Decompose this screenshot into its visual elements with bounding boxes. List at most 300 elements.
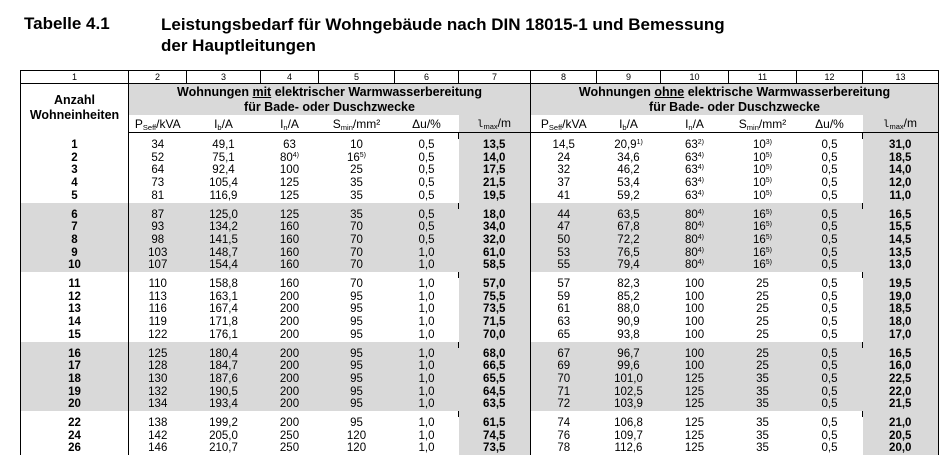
row-power: 122 [129,329,187,342]
row-operating-current-without: 103,9 [597,398,661,411]
table-caption-title-line1: Leistungsbedarf für Wohngebäude nach DIN 18015-1 und Bemessung [161,15,725,34]
row-operating-current: 210,7 [209,442,238,455]
footnote-marker: 5) [765,151,773,159]
row-operating-current: 190,5 [187,386,261,399]
row-voltage-drop-without: 0,5 [821,139,838,151]
footnote-marker: 5) [765,189,773,197]
row-cross-section: 95 [350,417,363,430]
footnote-marker: 2) [697,139,705,146]
row-unit-count: 8 [21,234,129,247]
row-voltage-drop: 1,0 [418,442,435,455]
row-operating-current-without: 46,2 [617,164,640,177]
row-cross-section-without: 35 [729,373,797,386]
table-row [21,164,939,177]
row-max-length-without: 21,5 [863,398,939,411]
table-row [21,291,939,304]
group-header-with-electric-water [129,84,531,116]
row-cross-section: 35 [319,209,395,222]
row-max-length: 73,5 [459,303,531,316]
row-max-length: 21,5 [459,177,531,190]
row-nominal-current: 160 [261,234,319,247]
row-max-length-without: 18,0 [863,316,939,329]
row-operating-current: 205,0 [209,429,238,442]
row-nominal-current: 160 [279,278,300,291]
row-cross-section: 95 [319,398,395,411]
row-cross-section: 70 [319,247,395,260]
row-operating-current: 49,1 [212,139,235,151]
row-voltage-drop-without: 0,5 [821,328,838,341]
row-voltage-drop-without: 0,5 [821,151,838,164]
row-power: 138 [129,417,187,430]
row-unit-count: 19 [21,386,129,399]
table-row [21,139,939,152]
row-operating-current: 116,9 [209,189,238,202]
col-header-cross-section: $S_{min}$/mm² [729,115,797,133]
column-number: 13 [863,71,939,84]
row-nominal-current-without: 80$^{4)}$ [661,259,729,272]
row-power-without: 72 [531,398,597,411]
row-power-without: 14,5 [531,139,597,152]
table-body [21,71,939,456]
row-cross-section-without: 16$^{5)}$ [729,234,797,247]
row-nominal-current-without: 100 [684,328,705,341]
row-operating-current: 134,2 [187,221,261,234]
row-power: 107 [129,259,187,272]
row-voltage-drop: 0,5 [418,139,435,151]
row-operating-current-without: 106,8 [614,417,643,430]
row-cross-section-without: 25 [756,278,769,291]
row-voltage-drop-without: 0,5 [797,398,863,411]
row-voltage-drop-without: 0,5 [797,247,863,260]
row-power: 134 [129,398,187,411]
row-unit-count: 18 [21,373,129,386]
row-voltage-drop: 1,0 [395,360,459,373]
row-power-without: 50 [531,234,597,247]
footnote-marker: 4) [697,259,705,267]
footnote-marker: 5) [765,177,773,185]
row-operating-current-without: 109,7 [614,429,643,442]
row-power-without: 37 [531,177,597,190]
group-header-row [21,84,939,116]
row-nominal-current-without: 80$^{4)}$ [661,209,729,222]
column-number: 1 [21,71,129,84]
row-power-without: 24 [531,152,597,165]
row-power: 128 [129,360,187,373]
row-max-length: 66,5 [459,360,531,373]
row-max-length-without: 11,0 [863,190,939,203]
row-nominal-current: 160 [261,259,319,272]
row-nominal-current-without: 100 [684,278,705,291]
row-operating-current: 184,7 [187,360,261,373]
table-row [21,209,939,222]
row-max-length: 61,5 [459,417,531,430]
row-cross-section-without: 16$^{5)}$ [729,247,797,260]
row-max-length-without: 14,5 [863,234,939,247]
row-voltage-drop: 1,0 [418,303,435,316]
row-max-length-without: 16,5 [863,209,939,222]
row-nominal-current: 63 [283,139,296,151]
column-number: 10 [661,71,729,84]
row-unit-count: 10 [21,259,129,272]
row-nominal-current-without: 63$^{4)}$ [684,164,705,177]
row-voltage-drop-without: 0,5 [821,189,838,202]
row-voltage-drop: 1,0 [418,278,435,291]
row-cross-section-without: 10$^{5)}$ [752,164,773,177]
col-header-power: $P_{Seff}$/kVA [129,115,187,133]
row-operating-current-without: 101,0 [597,373,661,386]
row-nominal-current: 200 [261,398,319,411]
row-nominal-current: 250 [279,442,300,455]
row-operating-current: 125,0 [187,209,261,222]
column-number: 6 [395,71,459,84]
footnote-marker: 4) [697,177,705,185]
row-cross-section-without: 25 [756,290,769,303]
group-header-with-line1: Wohnungen mit elektrischer Warmwasserbereitung [177,84,482,99]
row-max-length: 17,5 [459,164,531,177]
table-row [21,417,939,430]
row-voltage-drop: 1,0 [395,386,459,399]
row-nominal-current-without: 63$^{4)}$ [684,189,705,202]
row-power-without: 67 [531,348,597,361]
row-operating-current: 163,1 [209,290,238,303]
row-unit-count: 14 [21,316,129,329]
row-voltage-drop: 0,5 [395,209,459,222]
row-power-without: 47 [531,221,597,234]
row-cross-section-without: 10$^{3)}$ [752,139,773,151]
table-row [21,259,939,272]
table-caption-label: Tabelle 4.1 [24,14,110,33]
row-cross-section-without: 25 [729,360,797,373]
group-header-with-line2: für Bade- oder Duschzwecke [244,99,415,114]
column-number: 8 [531,71,597,84]
row-max-length: 19,5 [459,190,531,203]
row-voltage-drop-without: 0,5 [797,360,863,373]
row-unit-count: 12 [21,291,129,304]
row-operating-current: 158,8 [209,278,238,291]
row-power: 52 [129,152,187,165]
group-header-without-line2: für Bade- oder Duschzwecke [649,99,820,114]
row-operating-current-without: 82,3 [617,278,640,291]
row-max-length-without: 20,0 [863,442,939,455]
footnote-marker: 4) [697,189,705,197]
column-header-row [21,115,939,133]
row-voltage-drop: 1,0 [418,328,435,341]
row-voltage-drop: 1,0 [395,398,459,411]
row-nominal-current: 80$^{4)}$ [279,151,300,164]
row-power-without: 59 [531,291,597,304]
row-operating-current: 148,7 [187,247,261,260]
row-voltage-drop-without: 0,5 [797,209,863,222]
row-cross-section-without: 10$^{5)}$ [752,177,773,190]
row-nominal-current-without: 125 [661,398,729,411]
row-nominal-current-without: 125 [684,442,705,455]
column-number: 12 [797,71,863,84]
row-cross-section-without: 16$^{5)}$ [729,221,797,234]
row-max-length-without: 15,5 [863,221,939,234]
table-caption-title [161,14,725,56]
row-nominal-current: 200 [279,316,300,329]
col-header-operating-current: $I_b/A$ [187,115,261,133]
row-cross-section-without: 25 [756,328,769,341]
row-operating-current-without: 88,0 [617,303,640,316]
column-number: 5 [319,71,395,84]
row-cross-section-without: 10$^{5)}$ [752,189,773,202]
table-row [21,360,939,373]
row-max-length-without: 12,0 [863,177,939,190]
row-max-length: 32,0 [459,234,531,247]
row-power: 73 [129,177,187,190]
row-voltage-drop-without: 0,5 [821,290,838,303]
row-operating-current-without: 53,4 [617,177,640,190]
row-max-length: 14,0 [459,152,531,165]
row-voltage-drop-without: 0,5 [797,259,863,272]
table-row [21,152,939,165]
row-power-without: 63 [531,316,597,329]
footnote-marker: 5) [765,221,773,229]
row-operating-current-without: 72,2 [597,234,661,247]
footnote-marker: 5) [765,164,773,172]
row-max-length: 73,5 [459,442,531,455]
row-nominal-current-without: 80$^{4)}$ [661,221,729,234]
row-unit-count: 2 [21,152,129,165]
row-max-length: 63,5 [459,398,531,411]
row-nominal-current-without: 100 [684,290,705,303]
table-row [21,386,939,399]
row-cross-section: 10 [350,139,363,151]
row-unit-count: 6 [21,209,129,222]
row-operating-current: 187,6 [187,373,261,386]
column-number: 7 [459,71,531,84]
table-row [21,348,939,361]
row-cross-section-without: 25 [756,303,769,316]
row-cross-section-without: 25 [756,316,769,329]
unit-count-header-line2: Wohneinheiten [29,108,120,123]
row-max-length-without: 19,0 [863,291,939,304]
row-power: 142 [129,430,187,443]
footnote-marker: 5) [765,246,773,254]
table-row [21,398,939,411]
row-operating-current-without: 20,9$^{1)}$ [614,139,643,151]
row-voltage-drop: 0,5 [395,234,459,247]
row-cross-section: 95 [350,290,363,303]
row-power: 116 [129,303,187,316]
row-voltage-drop: 1,0 [418,316,435,329]
row-voltage-drop: 1,0 [395,348,459,361]
row-max-length: 57,0 [459,278,531,291]
row-operating-current-without: 112,6 [614,442,643,455]
row-max-length-without: 31,0 [863,139,939,152]
row-operating-current-without: 59,2 [617,189,640,202]
row-max-length: 68,0 [459,348,531,361]
row-power: 110 [129,278,187,291]
row-max-length: 58,5 [459,259,531,272]
col-header-cross-section: $S_{min}$/mm² [319,115,395,133]
row-max-length-without: 16,5 [863,348,939,361]
row-unit-count: 16 [21,348,129,361]
row-operating-current-without: 79,4 [597,259,661,272]
row-operating-current-without: 99,6 [597,360,661,373]
row-cross-section: 95 [319,360,395,373]
row-unit-count: 20 [21,398,129,411]
row-nominal-current-without: 100 [661,348,729,361]
row-max-length-without: 13,5 [863,247,939,260]
column-number: 9 [597,71,661,84]
row-max-length: 34,0 [459,221,531,234]
table-row [21,303,939,316]
row-operating-current-without: 90,9 [617,316,640,329]
row-operating-current-without: 102,5 [597,386,661,399]
row-cross-section: 95 [319,386,395,399]
footnote-marker: 5) [765,233,773,241]
row-unit-count: 7 [21,221,129,234]
row-nominal-current-without: 125 [684,429,705,442]
row-unit-count: 4 [21,177,129,190]
row-nominal-current-without: 80$^{4)}$ [661,247,729,260]
row-operating-current-without: 67,8 [597,221,661,234]
row-voltage-drop-without: 0,5 [821,177,838,190]
row-operating-current: 154,4 [187,259,261,272]
row-unit-count: 15 [21,329,129,342]
row-voltage-drop-without: 0,5 [797,348,863,361]
row-max-length-without: 16,0 [863,360,939,373]
footnote-marker: 4) [697,151,705,159]
column-number: 11 [729,71,797,84]
row-voltage-drop: 1,0 [395,373,459,386]
row-voltage-drop-without: 0,5 [821,417,838,430]
row-cross-section-without: 35 [756,417,769,430]
row-nominal-current: 160 [261,221,319,234]
row-cross-section: 70 [350,278,363,291]
row-operating-current: 141,5 [187,234,261,247]
unit-count-header [21,84,129,133]
row-operating-current: 105,4 [209,177,238,190]
row-cross-section-without: 25 [729,348,797,361]
row-cross-section-without: 35 [729,398,797,411]
col-header-max-length: $l_{max}/m$ [863,115,939,133]
row-operating-current-without: 63,5 [597,209,661,222]
row-nominal-current-without: 100 [684,316,705,329]
row-unit-count: 13 [21,303,129,316]
row-power: 34 [129,139,187,152]
row-max-length: 71,5 [459,316,531,329]
row-voltage-drop: 1,0 [418,417,435,430]
row-power: 113 [129,291,187,304]
table-row [21,247,939,260]
row-max-length-without: 13,0 [863,259,939,272]
row-operating-current: 167,4 [209,303,238,316]
row-nominal-current-without: 100 [661,360,729,373]
row-voltage-drop-without: 0,5 [797,373,863,386]
row-unit-count: 26 [21,442,129,455]
column-number: 3 [187,71,261,84]
col-header-voltage-drop: Δu/% [395,115,459,133]
footnote-marker: 4) [697,233,705,241]
row-max-length-without: 22,0 [863,386,939,399]
row-voltage-drop: 0,5 [418,177,435,190]
column-number-row [21,71,939,84]
row-cross-section: 16$^{5)}$ [346,151,367,164]
row-max-length: 70,0 [459,329,531,342]
footnote-marker: 4) [697,221,705,229]
row-voltage-drop-without: 0,5 [821,429,838,442]
row-voltage-drop-without: 0,5 [797,234,863,247]
row-cross-section: 95 [319,348,395,361]
row-cross-section: 95 [319,373,395,386]
row-cross-section: 35 [350,189,363,202]
group-header-without-line1: Wohnungen ohne elektrische Warmwasserbereitung [578,84,891,99]
row-power-without: 76 [531,430,597,443]
row-nominal-current-without: 80$^{4)}$ [661,234,729,247]
row-power: 103 [129,247,187,260]
footnote-marker: 4) [292,151,300,159]
row-cross-section: 70 [319,259,395,272]
col-header-operating-current: $I_b/A$ [597,115,661,133]
row-operating-current-without: 34,6 [617,151,640,164]
row-nominal-current-without: 125 [661,386,729,399]
row-voltage-drop-without: 0,5 [797,221,863,234]
row-power-without: 57 [531,278,597,291]
footnote-marker: 5) [359,151,367,159]
row-nominal-current: 200 [261,373,319,386]
column-number: 2 [129,71,187,84]
row-power: 98 [129,234,187,247]
row-nominal-current-without: 125 [661,373,729,386]
row-voltage-drop: 1,0 [418,290,435,303]
row-cross-section-without: 35 [729,386,797,399]
row-unit-count: 17 [21,360,129,373]
row-nominal-current: 250 [279,429,300,442]
table-row [21,190,939,203]
row-max-length: 18,0 [459,209,531,222]
row-max-length-without: 21,0 [863,417,939,430]
row-nominal-current-without: 63$^{2)}$ [684,139,705,151]
unit-count-header-line1: Anzahl [54,93,95,108]
row-max-length-without: 18,5 [863,303,939,316]
table-row [21,430,939,443]
row-nominal-current: 200 [261,386,319,399]
footnote-marker: 1) [636,139,643,146]
col-header-power: $P_{Seff}$/kVA [531,115,597,133]
power-demand-table [20,70,939,455]
row-cross-section: 120 [346,442,367,455]
row-operating-current: 193,4 [187,398,261,411]
row-max-length: 65,5 [459,373,531,386]
row-max-length: 13,5 [459,139,531,152]
row-power-without: 53 [531,247,597,260]
group-header-without-electric-water [531,84,939,116]
row-cross-section-without: 16$^{5)}$ [729,259,797,272]
row-cross-section: 120 [346,429,367,442]
row-operating-current: 92,4 [212,164,235,177]
row-operating-current-without: 85,2 [617,290,640,303]
footnote-marker: 3) [765,139,773,146]
row-power: 125 [129,348,187,361]
row-voltage-drop-without: 0,5 [821,164,838,177]
row-nominal-current: 200 [279,417,300,430]
row-cross-section-without: 10$^{5)}$ [752,151,773,164]
row-operating-current: 75,1 [212,151,235,164]
table-caption-title-line2: der Hauptleitungen [161,36,316,55]
row-unit-count: 22 [21,417,129,430]
row-voltage-drop: 0,5 [418,151,435,164]
row-voltage-drop-without: 0,5 [821,442,838,455]
table-row [21,329,939,342]
row-cross-section: 95 [350,328,363,341]
row-cross-section-without: 35 [756,442,769,455]
row-power: 119 [129,316,187,329]
row-max-length-without: 19,5 [863,278,939,291]
col-header-voltage-drop: Δu/% [797,115,863,133]
